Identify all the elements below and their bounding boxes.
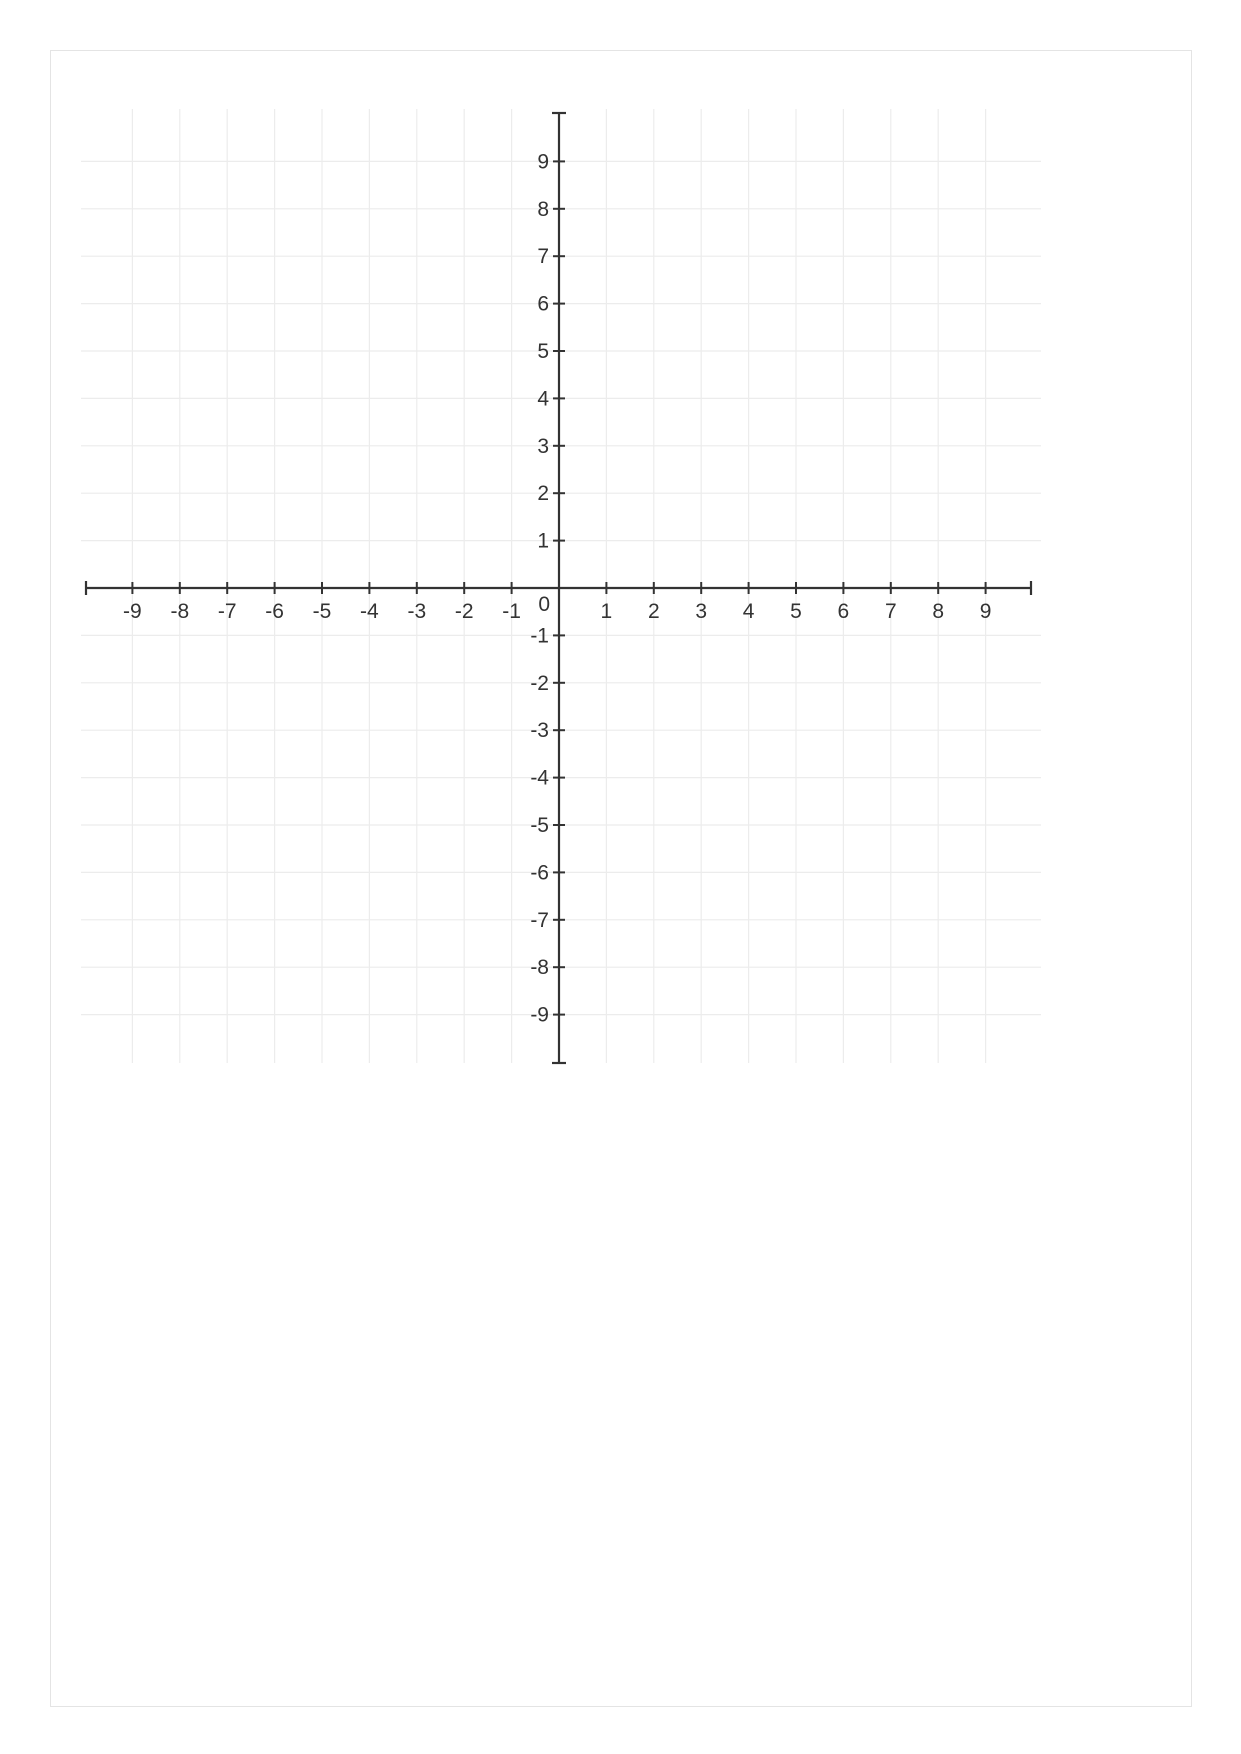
y-tick-label: -7 [530, 908, 549, 932]
y-tick-label: -4 [530, 766, 549, 790]
x-tick-label: 8 [932, 600, 945, 623]
x-tick-label: -5 [312, 600, 332, 623]
x-tick-label: 7 [884, 600, 897, 623]
x-tick-label: 2 [647, 600, 660, 623]
y-tick-label: -2 [530, 671, 549, 695]
origin-label: 0 [538, 593, 550, 616]
x-tick-label: 1 [600, 600, 613, 623]
x-tick-label: -4 [360, 600, 379, 623]
x-tick-label: 9 [979, 600, 992, 623]
x-tick-label: -6 [265, 600, 284, 623]
x-tick-label: -2 [454, 600, 474, 623]
coordinate-plane [51, 51, 1193, 1708]
y-tick-label: -1 [530, 624, 549, 648]
x-tick-label: -7 [217, 600, 237, 623]
y-tick-label: -8 [530, 956, 549, 980]
x-tick-label: -9 [123, 600, 142, 623]
x-tick-label: 6 [837, 600, 850, 623]
x-tick-label: 5 [790, 600, 802, 623]
x-tick-label: 3 [695, 600, 708, 623]
y-tick-label: 2 [537, 482, 549, 506]
x-tick-label: 4 [742, 600, 755, 623]
y-tick-label: 7 [537, 245, 549, 269]
worksheet-page [50, 50, 1192, 1707]
y-tick-label: 6 [537, 292, 549, 316]
y-tick-label: 8 [537, 197, 549, 221]
y-tick-label: 5 [537, 340, 549, 363]
y-tick-label: 1 [537, 529, 549, 553]
y-tick-label: 4 [537, 387, 549, 411]
y-tick-label: 9 [537, 150, 549, 174]
y-tick-label: 3 [537, 434, 549, 458]
y-tick-label: -5 [530, 814, 549, 837]
y-tick-label: -6 [530, 861, 549, 885]
x-tick-label: -1 [502, 600, 521, 623]
y-tick-label: -9 [530, 1003, 549, 1027]
x-tick-label: -3 [407, 600, 427, 623]
y-tick-label: -3 [530, 719, 549, 743]
x-tick-label: -8 [170, 600, 190, 623]
